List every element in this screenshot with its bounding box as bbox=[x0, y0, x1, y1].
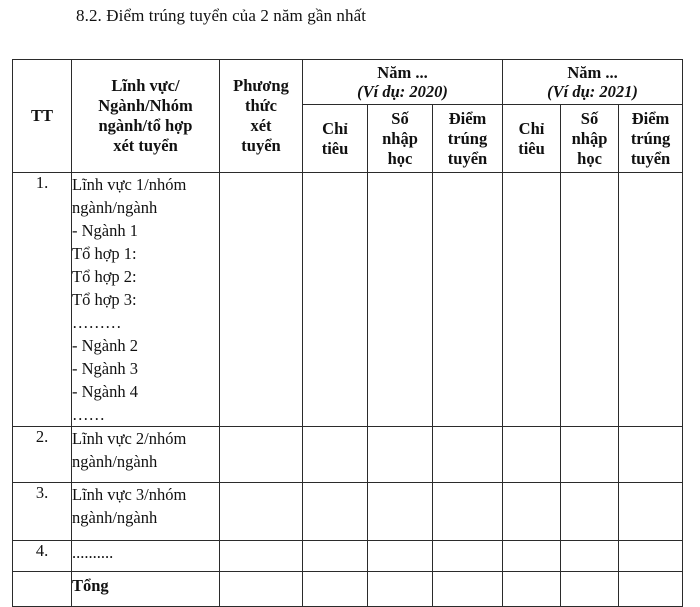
row-number: 4. bbox=[13, 541, 72, 572]
table-row bbox=[13, 173, 683, 427]
header-method: Phương thức xét tuyển bbox=[220, 60, 303, 173]
cell bbox=[619, 572, 683, 607]
cell bbox=[561, 427, 619, 483]
cell bbox=[303, 541, 368, 572]
cell bbox=[619, 173, 683, 427]
row-number bbox=[13, 572, 72, 607]
cell bbox=[433, 427, 503, 483]
cell bbox=[561, 173, 619, 427]
cell bbox=[433, 483, 503, 541]
cell bbox=[368, 572, 433, 607]
cell bbox=[368, 483, 433, 541]
header-quota-1: Chỉ tiêu bbox=[303, 105, 368, 173]
cell bbox=[503, 427, 561, 483]
cell bbox=[303, 173, 368, 427]
cell bbox=[503, 572, 561, 607]
cell bbox=[619, 483, 683, 541]
header-enrolled-2: Số nhập học bbox=[561, 105, 619, 173]
table-row bbox=[13, 541, 683, 572]
cell bbox=[433, 541, 503, 572]
cell bbox=[503, 173, 561, 427]
row-label: Lĩnh vực 1/nhóm ngành/ngành - Ngành 1 Tổ hợp 1: Tổ hợp 2: Tổ hợp 3: ……… - Ngành 2 - Ngành 3 - Ngành 4 …… bbox=[72, 173, 220, 427]
cell bbox=[368, 173, 433, 427]
cell bbox=[220, 483, 303, 541]
header-year-2: Năm ... (Ví dụ: 2021) bbox=[503, 60, 683, 105]
header-score-1: Điểm trúng tuyển bbox=[433, 105, 503, 173]
cell bbox=[561, 483, 619, 541]
row-label: Lĩnh vực 3/nhóm ngành/ngành bbox=[72, 483, 220, 541]
row-number: 2. bbox=[13, 427, 72, 483]
cell bbox=[220, 173, 303, 427]
cell bbox=[303, 572, 368, 607]
row-label: Lĩnh vực 2/nhóm ngành/ngành bbox=[72, 427, 220, 483]
cell bbox=[368, 427, 433, 483]
cell bbox=[503, 541, 561, 572]
row-label: .......... bbox=[72, 541, 220, 572]
row-number: 1. bbox=[13, 173, 72, 427]
cell bbox=[220, 541, 303, 572]
cell bbox=[303, 427, 368, 483]
header-quota-2: Chỉ tiêu bbox=[503, 105, 561, 173]
header-year-1: Năm ... (Ví dụ: 2020) bbox=[303, 60, 503, 105]
admission-scores-table bbox=[12, 59, 683, 607]
cell bbox=[368, 541, 433, 572]
header-enrolled-1: Số nhập học bbox=[368, 105, 433, 173]
cell bbox=[619, 541, 683, 572]
table-row bbox=[13, 572, 683, 607]
table-row bbox=[13, 483, 683, 541]
cell bbox=[619, 427, 683, 483]
header-field: Lĩnh vực/ Ngành/Nhóm ngành/tổ hợp xét tuyển bbox=[72, 60, 220, 173]
cell bbox=[561, 572, 619, 607]
cell bbox=[433, 173, 503, 427]
cell bbox=[503, 483, 561, 541]
cell bbox=[433, 572, 503, 607]
table-row bbox=[13, 427, 683, 483]
total-label: Tổng bbox=[72, 572, 220, 607]
cell bbox=[561, 541, 619, 572]
section-heading: 8.2. Điểm trúng tuyển của 2 năm gần nhất bbox=[76, 6, 367, 25]
cell bbox=[303, 483, 368, 541]
header-score-2: Điểm trúng tuyển bbox=[619, 105, 683, 173]
cell bbox=[220, 427, 303, 483]
row-number: 3. bbox=[13, 483, 72, 541]
header-tt: TT bbox=[13, 60, 72, 173]
cell bbox=[220, 572, 303, 607]
